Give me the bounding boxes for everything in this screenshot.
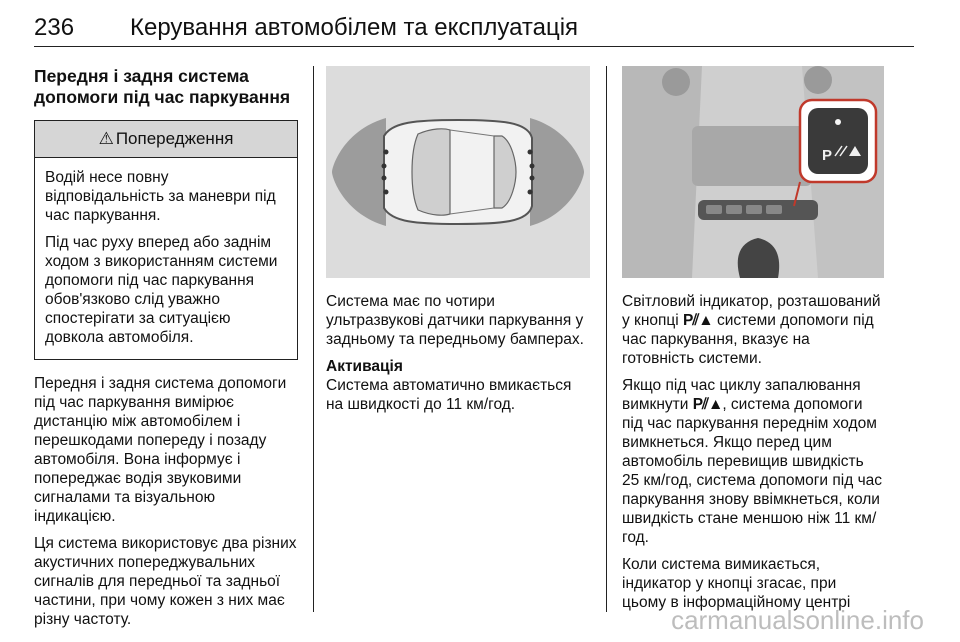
middle-paragraph-2: Система автоматично вмикається на швидкості до 11 км/год.: [326, 377, 572, 413]
parking-assist-icon: P⫽▲: [692, 396, 723, 413]
warning-paragraph-1: Водій несе повну відповідальність за маневри під час паркування.: [45, 169, 276, 224]
page-number: 236: [34, 14, 75, 41]
watermark: carmanualsonline.info: [671, 605, 924, 635]
column-left: [34, 66, 298, 637]
right-paragraph-2: Якщо під час циклу запалювання вимкнути P⫽▲, система допомоги під час паркування переднім ходом вимкнеться. Якщо перед цим автомобіль перевищив швидкість 25 км/год, система допомоги під час паркування знову ввімкнеться, коли швидкість стане меншою ніж 11 км/год.: [622, 377, 883, 546]
warning-body: [35, 158, 297, 359]
dashboard-button-illustration: [622, 66, 884, 278]
right-paragraph-1: Світловий індикатор, розташований у кнопці P⫽▲ системи допомоги під час паркування, вказує на готовність системи.: [622, 293, 881, 367]
activation-heading: Активація: [326, 358, 403, 375]
page-header: [34, 12, 914, 47]
warning-title: Попередження: [115, 129, 234, 148]
warning-paragraph-2: Під час руху вперед або заднім ходом з використанням системи допомоги під час паркування обов'язково слід уважно спостерігати за ситуацією довкола автомобіля.: [45, 234, 278, 346]
column-middle: [326, 66, 590, 422]
page-title: Керування автомобілем та експлуатація: [130, 14, 579, 41]
right-paragraph-3: Коли система вимикається, індикатор у кнопці згасає, при цьому в інформаційному центрі: [622, 556, 851, 611]
column-divider: [606, 66, 607, 612]
body-paragraph-1: Передня і задня система допомоги під час паркування вимірює дистанцію між автомобілем і перешкодами попереду і позаду автомобіля. Вона інформує і попереджає водія звуковими сигналами та візуальною індикацією.: [34, 375, 287, 525]
car-top-view-icon: [326, 66, 590, 278]
body-paragraph-2: Ця система використовує два різних акустичних попереджувальних сигналів для передньої та задньої частини, при чому кожен з них має різну частоту.: [34, 535, 297, 628]
section-title: Передня і задня система допомоги під час паркування: [34, 66, 291, 107]
svg-text:P: P: [822, 147, 833, 164]
warning-header: [35, 121, 297, 158]
warning-box: [34, 120, 298, 360]
center-console-icon: [622, 66, 884, 278]
car-sensor-illustration: [326, 66, 590, 278]
column-right: [622, 66, 884, 620]
warning-icon: ⚠: [98, 129, 114, 148]
parking-assist-icon: P⫽▲: [683, 312, 713, 329]
column-divider: [313, 66, 314, 612]
middle-paragraph-1: Система має по чотири ультразвукові датчики паркування у задньому та передньому бамперах.: [326, 293, 584, 348]
